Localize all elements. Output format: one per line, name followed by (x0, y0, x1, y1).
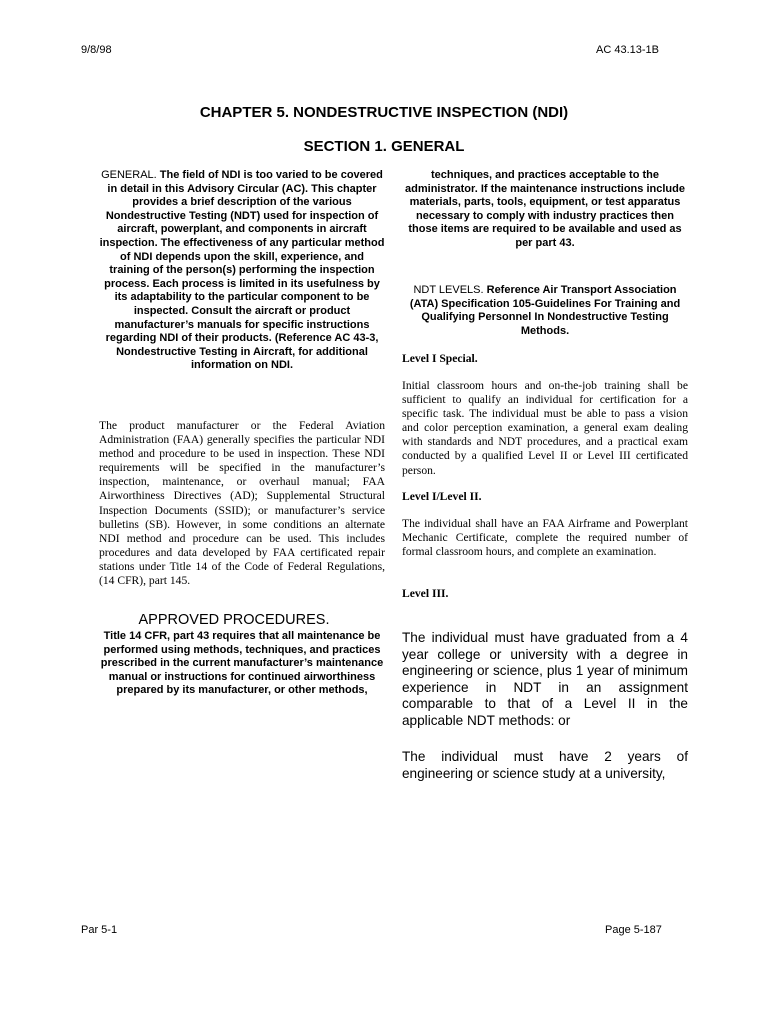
general-body: The field of NDI is too varied to be covered in detail in this Advisory Circular (AC). This chapter provides a brief description of the various Nondestructive Testing (NDT) used for inspection of aircraft, powerplant, and components in aircraft inspection. The effectiveness of any particular method of NDI depends upon the skill, experience, and training of the person(s) performing the inspection process. Each process is limited in its usefulness by its adaptability to the particular component to be inspected. Consult the aircraft or product manufacturer’s manuals for specific instructions regarding NDI of their products. (Reference AC 43-3, Nondestructive Testing in Aircraft, for additional information on NDI. (99, 169, 385, 372)
level1-heading: Level I Special. (402, 352, 478, 365)
general-paragraph (99, 169, 385, 373)
level1-body: Initial classroom hours and on-the-job training shall be sufficient to qualify an individual for certification for a specific task. The individual must be able to pass a vision and color perception examination, a general exam dealing with standards and NDT procedures, and a practical exam conducted by a qualified Level II or Level III certificated person. (402, 379, 688, 477)
level3-heading: Level III. (402, 587, 449, 600)
continuation-text: techniques, and practices acceptable to the administrator. If the maintenance instructions include materials, parts, tools, equipment, or test apparatus necessary to comply with industry practices then those items are required to be available and used as per part 43. (405, 169, 685, 249)
footer-par: Par 5-1 (81, 924, 118, 936)
level3-body-2: The individual must have 2 years of engineering or science study at a university, (402, 749, 688, 781)
header-date: 9/8/98 (81, 44, 112, 56)
section-title: SECTION 1. GENERAL (303, 138, 465, 155)
level12-body: The individual shall have an FAA Airframe and Powerplant Mechanic Certificate, complete the required number of formal classroom hours, and complete an examination. (402, 517, 688, 559)
approved-body-text: Title 14 CFR, part 43 requires that all maintenance be performed using methods, techniques, and practices prescribed in the current manufacturer’s maintenance manual or instructions for continued airworthiness prepared by its manufacturer, or other methods, (100, 630, 384, 697)
ndt-lead: NDT LEVELS. (413, 284, 484, 296)
manufacturer-paragraph: The product manufacturer or the Federal Aviation Administration (FAA) generally specifies the particular NDI method and procedure to be used in inspection. These NDI requirements will be specified in the manufacturer’s inspection, maintenance, or overhaul manual; FAA Airworthiness Directives (AD); Supplemental Structural Inspection Documents (SSID); or manufacturer’s service bulletins (SB). However, in some conditions an alternate NDI method and procedure can be used. This includes procedures and data developed by FAA certificated repair stations under Title 14 of the Code of Federal Regulations, (14 CFR), part 145. (99, 419, 385, 588)
level12-heading: Level I/Level II. (402, 490, 482, 503)
general-lead: GENERAL. (101, 169, 157, 181)
footer-page: Page 5-187 (605, 924, 662, 936)
approved-procedures-body (99, 630, 385, 698)
approved-procedures-heading: APPROVED PROCEDURES. (138, 612, 330, 628)
header-doc-id: AC 43.13-1B (596, 44, 659, 56)
continuation-paragraph (402, 169, 688, 251)
ndt-body: Reference Air Transport Association (ATA) Specification 105-Guidelines For Training and Qualifying Personnel In Nondestructive Testing Methods. (409, 284, 681, 337)
chapter-title: CHAPTER 5. NONDESTRUCTIVE INSPECTION (NDI) (199, 104, 569, 121)
ndt-levels-paragraph (402, 284, 688, 338)
level3-body-1: The individual must have graduated from a 4 year college or university with a degree in engineering or science, plus 1 year of minimum experience in NDT in an assignment comparable to that of a Level II in the applicable NDT methods: or (402, 630, 688, 728)
